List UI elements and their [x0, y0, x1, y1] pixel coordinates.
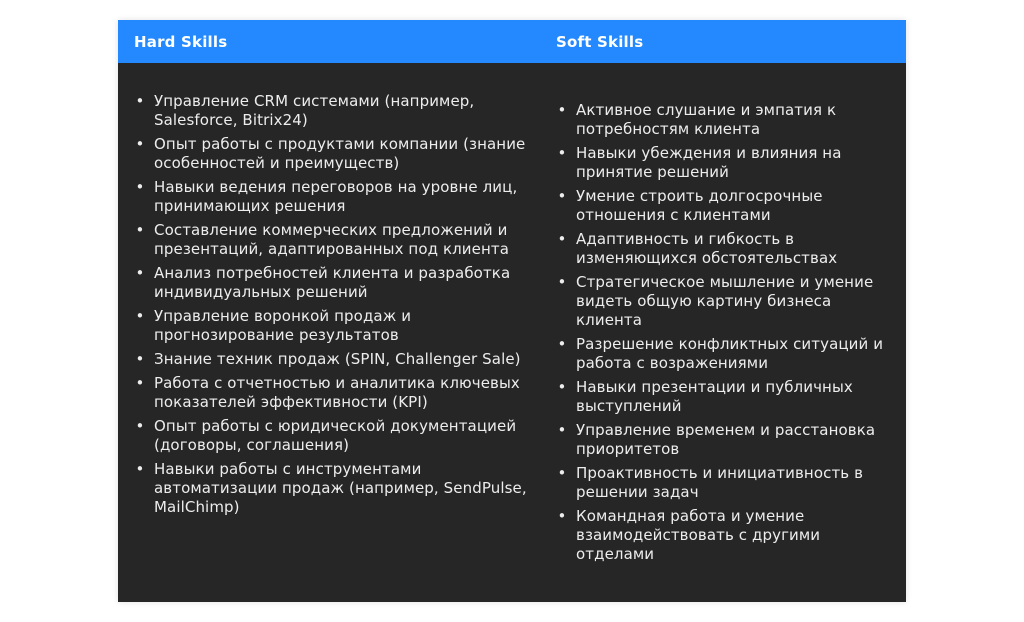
- list-item: [556, 101, 898, 139]
- list-item-text: Навыки убеждения и влияния на принятие решений: [576, 144, 842, 181]
- table-body: [118, 63, 906, 569]
- bullet-icon: •: [135, 92, 145, 110]
- bullet-icon: •: [557, 335, 567, 353]
- list-item: [556, 273, 898, 330]
- list-item: [556, 335, 898, 373]
- skills-table: [118, 20, 906, 602]
- list-item-text: Управление воронкой продаж и прогнозирование результатов: [154, 307, 412, 344]
- bullet-icon: •: [135, 417, 145, 435]
- hard-skills-column: [118, 92, 541, 569]
- bullet-icon: •: [557, 507, 567, 525]
- bullet-icon: •: [557, 187, 567, 205]
- list-item: [556, 230, 898, 268]
- list-item: [556, 464, 898, 502]
- soft-skills-header: Soft Skills: [556, 32, 644, 51]
- bullet-icon: •: [135, 350, 145, 368]
- bullet-icon: •: [135, 178, 145, 196]
- list-item-text: Навыки ведения переговоров на уровне лиц, принимающих решения: [154, 178, 518, 215]
- list-item-text: Знание техник продаж (SPIN, Challenger Sale): [154, 350, 521, 368]
- list-item-text: Стратегическое мышление и умение видеть общую картину бизнеса клиента: [576, 273, 874, 329]
- soft-skills-column: [541, 92, 906, 569]
- list-item-text: Командная работа и умение взаимодействовать с другими отделами: [576, 507, 821, 563]
- hard-skills-list: [134, 92, 531, 517]
- list-item-text: Активное слушание и эмпатия к потребностям клиента: [576, 101, 837, 138]
- list-item-text: Разрешение конфликтных ситуаций и работа с возражениями: [576, 335, 884, 372]
- table-header: [118, 20, 906, 63]
- list-item: [134, 350, 531, 369]
- list-item-text: Проактивность и инициативность в решении задач: [576, 464, 864, 501]
- list-item: [134, 135, 531, 173]
- bullet-icon: •: [557, 464, 567, 482]
- list-item: [556, 187, 898, 225]
- bullet-icon: •: [557, 230, 567, 248]
- list-item-text: Навыки презентации и публичных выступлений: [576, 378, 853, 415]
- bullet-icon: •: [135, 135, 145, 153]
- list-item: [556, 507, 898, 564]
- list-item: [134, 417, 531, 455]
- list-item: [134, 374, 531, 412]
- bullet-icon: •: [557, 273, 567, 291]
- list-item-text: Умение строить долгосрочные отношения с клиентами: [576, 187, 823, 224]
- list-item-text: Работа с отчетностью и аналитика ключевых показателей эффективности (KPI): [154, 374, 520, 411]
- list-item: [134, 460, 531, 517]
- list-item: [134, 92, 531, 130]
- bullet-icon: •: [135, 374, 145, 392]
- list-item: [556, 378, 898, 416]
- list-item-text: Составление коммерческих предложений и презентаций, адаптированных под клиента: [154, 221, 510, 258]
- list-item-text: Анализ потребностей клиента и разработка индивидуальных решений: [154, 264, 511, 301]
- bullet-icon: •: [557, 421, 567, 439]
- list-item-text: Опыт работы с продуктами компании (знание особенностей и преимуществ): [154, 135, 526, 172]
- bullet-icon: •: [135, 307, 145, 325]
- list-item: [134, 221, 531, 259]
- list-item-text: Управление CRM системами (например, Salesforce, Bitrix24): [154, 92, 475, 129]
- list-item-text: Навыки работы с инструментами автоматизации продаж (например, SendPulse, MailChimp): [154, 460, 527, 516]
- bullet-icon: •: [557, 101, 567, 119]
- soft-skills-list: [556, 101, 898, 564]
- list-item-text: Опыт работы с юридической документацией (договоры, соглашения): [154, 417, 517, 454]
- bullet-icon: •: [135, 460, 145, 478]
- bullet-icon: •: [557, 144, 567, 162]
- list-item: [134, 264, 531, 302]
- list-item: [134, 307, 531, 345]
- bullet-icon: •: [135, 221, 145, 239]
- list-item: [556, 144, 898, 182]
- list-item-text: Адаптивность и гибкость в изменяющихся обстоятельствах: [576, 230, 838, 267]
- list-item: [134, 178, 531, 216]
- list-item-text: Управление временем и расстановка приоритетов: [576, 421, 876, 458]
- bullet-icon: •: [557, 378, 567, 396]
- bullet-icon: •: [135, 264, 145, 282]
- list-item: [556, 421, 898, 459]
- hard-skills-header: Hard Skills: [134, 32, 228, 51]
